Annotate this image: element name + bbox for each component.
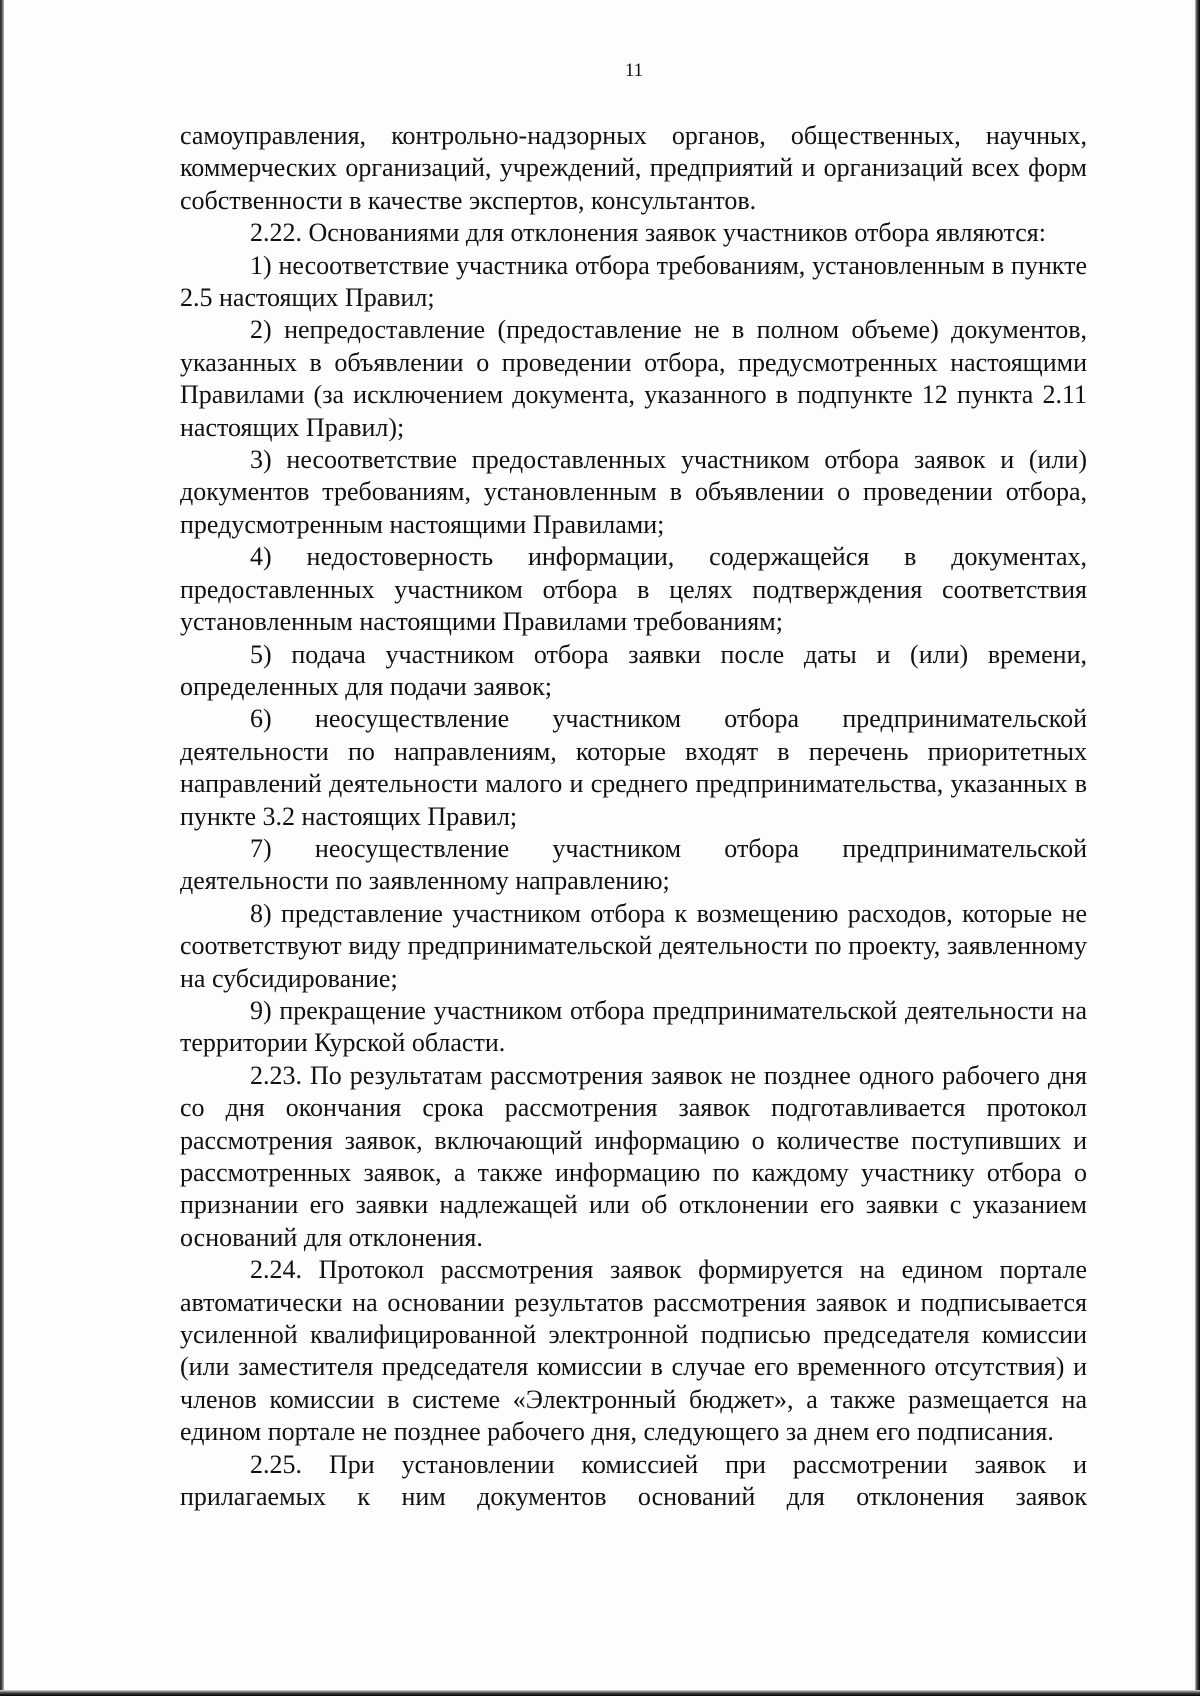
list-item-4: 4) недостоверность информации, содержащейся в документах, предоставленных участником отбора в целях подтверждения соответствия установленным настоящими Правилами требованиям; — [180, 542, 1087, 637]
paragraph-2-22: 2.22. Основаниями для отклонения заявок участников отбора являются: — [250, 218, 1046, 248]
list-item-2: 2) непредоставление (предоставление не в полном объеме) документов, указанных в объявлении о проведении отбора, предусмотренных настоящими Правилами (за исключением документа, указанного в подпункте 12 пункта 2.11 настоящих Правил); — [180, 315, 1087, 442]
scan-edge-bottom — [0, 1690, 1200, 1696]
list-item-5: 5) подача участником отбора заявки после даты и (или) времени, определенных для подачи заявок; — [180, 639, 1087, 701]
list-item-6: 6) неосуществление участником отбора предпринимательской деятельности по направлениям, которые входят в перечень приоритетных направлений деятельности малого и среднего предпринимательства, указанных в пункте 3.2 настоящих Правил; — [180, 704, 1087, 831]
paragraph-continuation: самоуправления, контрольно-надзорных органов, общественных, научных, коммерческих организаций, учреждений, предприятий и организаций всех форм собственности в качестве экспертов, консультантов. — [180, 121, 1087, 215]
scan-edge-right — [1195, 0, 1200, 1696]
page-number: 11 — [624, 60, 644, 81]
paragraph-2-23: 2.23. По результатам рассмотрения заявок не позднее одного рабочего дня со дня окончания срока рассмотрения заявок подготавливается протокол рассмотрения заявок, включающий информацию о количестве поступивших и рассмотренных заявок, а также информацию по каждому участнику отбора о признании его заявки надлежащей или об отклонении его заявки с указанием оснований для отклонения. — [180, 1060, 1087, 1252]
list-item-1: 1) несоответствие участника отбора требованиям, установленным в пункте 2.5 настоящих Правил; — [180, 250, 1087, 313]
list-item-3: 3) несоответствие предоставленных участником отбора заявок и (или) документов требованиям, установленным в объявлении о проведении отбора, предусмотренным настоящими Правилами; — [180, 445, 1087, 539]
list-item-8: 8) представление участником отбора к возмещению расходов, которые не соответствуют виду предпринимательской деятельности по проекту, заявленному на субсидирование; — [180, 898, 1087, 993]
list-item-7: 7) неосуществление участником отбора предпринимательской деятельности по заявленному направлению; — [180, 833, 1087, 896]
paragraph-2-24: 2.24. Протокол рассмотрения заявок формируется на едином портале автоматически на основании результатов рассмотрения заявок и подписывается усиленной квалифицированной электронной подписью председателя комиссии (или заместителя председателя комиссии в случае его временного отсутствия) и членов комиссии в системе «Электронный бюджет», а также размещается на едином портале не позднее рабочего дня, следующего за днем его подписания. — [180, 1255, 1087, 1447]
paragraph-2-25: 2.25. При установлении комиссией при рассмотрении заявок и прилагаемых к ним документов оснований для отклонения заявок — [180, 1449, 1087, 1512]
list-item-9: 9) прекращение участником отбора предпринимательской деятельности на территории Курской области. — [180, 995, 1087, 1058]
document-body — [180, 120, 1087, 1513]
scan-edge-left — [0, 0, 4, 1696]
